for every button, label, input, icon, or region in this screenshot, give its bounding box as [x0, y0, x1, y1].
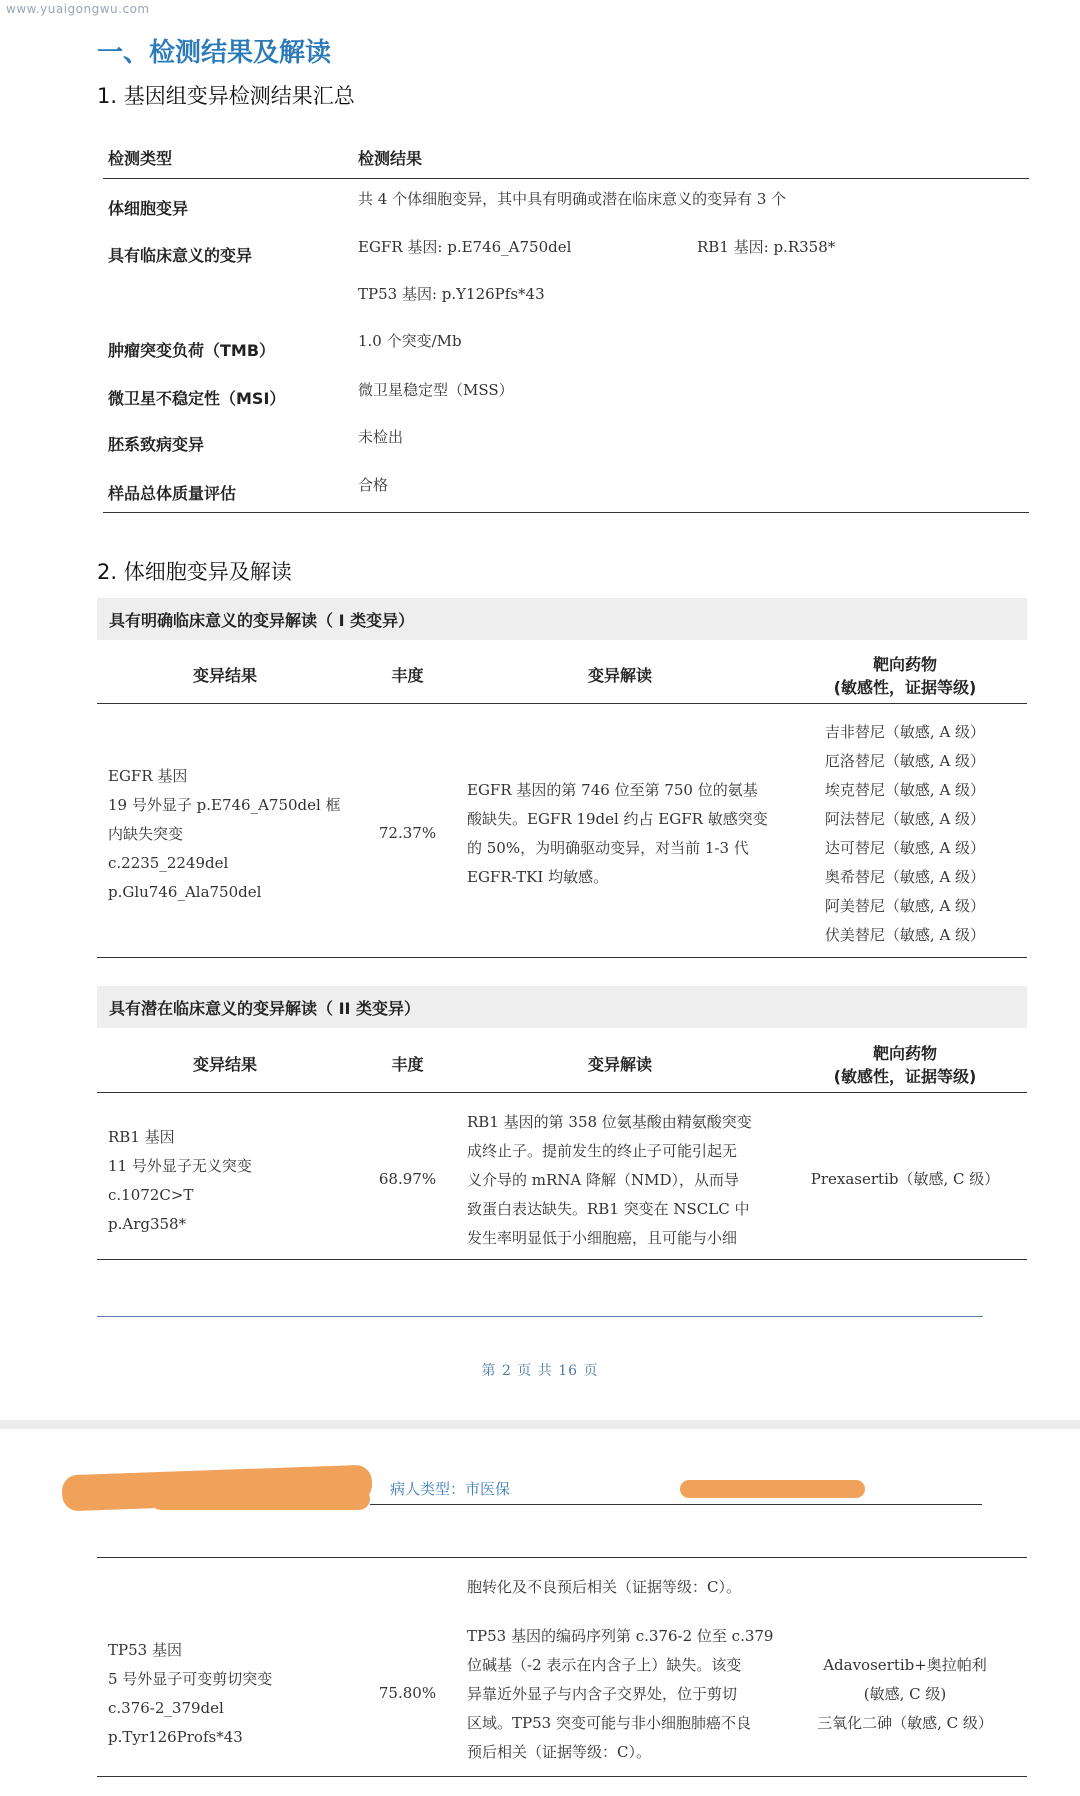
interpretation-line: EGFR-TKI 均敏感。 [467, 868, 609, 886]
drug-item: 吉非替尼（敏感, A 级） [824, 723, 986, 741]
section2-title: 2. 体细胞变异及解读 [97, 560, 292, 584]
table-rule [97, 703, 1027, 704]
variant-line: c.2235_2249del [108, 854, 229, 872]
drug-item: 厄洛替尼（敏感, A 级） [824, 752, 986, 770]
col-header-interpretation: 变异解读 [587, 666, 652, 685]
drug-item: 埃克替尼（敏感, A 级） [824, 781, 986, 799]
variant-line: 19 号外显子 p.E746_A750del 框 [108, 796, 341, 814]
interpretation-line: 位碱基（-2 表示在内含子上）缺失。该变 [467, 1656, 742, 1674]
col-header-abundance: 丰度 [391, 1055, 424, 1074]
header-rule [370, 1504, 982, 1505]
redaction-mark [680, 1480, 865, 1498]
col-header-interpretation: 变异解读 [587, 1055, 652, 1074]
col-header-variant: 变异结果 [192, 666, 257, 685]
variant-line: 11 号外显子无义突变 [108, 1157, 252, 1175]
col-header-drugs-line2: (敏感性，证据等级) [833, 678, 977, 697]
interpretation-line: 义介导的 mRNA 降解（NMD），从而导 [467, 1171, 740, 1189]
rb1-drugs-cell [795, 1165, 1015, 1194]
table-rule [97, 1259, 1027, 1260]
interpretation-line: TP53 基因的编码序列第 c.376-2 位至 c.379 [467, 1627, 774, 1645]
summary-label: 胚系致病变异 [108, 435, 205, 454]
variant-line: c.1072C>T [108, 1186, 194, 1204]
summary-label: 具有临床意义的变异 [108, 246, 253, 265]
variant-line: p.Glu746_Ala750del [108, 883, 262, 901]
summary-value: 微卫星稳定型（MSS） [358, 381, 514, 399]
summary-value: 共 4 个体细胞变异，其中具有明确或潜在临床意义的变异有 3 个 [358, 190, 787, 208]
drug-item: 阿美替尼（敏感, A 级） [824, 897, 986, 915]
drug-item: Adavosertib+奥拉帕利 [823, 1656, 987, 1674]
variant-line: 内缺失突变 [108, 825, 184, 843]
summary-value: 1.0 个突变/Mb [358, 332, 462, 350]
summary-bottom-rule [103, 512, 1029, 513]
rb1-interpretation-cell [467, 1108, 787, 1253]
col-header-drugs [795, 1041, 1015, 1087]
patient-type: 病人类型：市医保 [390, 1480, 511, 1498]
drug-item: 阿法替尼（敏感, A 级） [824, 810, 986, 828]
interpretation-line: 的 50%，为明确驱动变异，对当前 1-3 代 [467, 839, 749, 857]
interpretation-line: 异靠近外显子与内含子交界处，位于剪切 [467, 1685, 738, 1703]
summary-top-rule [103, 178, 1029, 179]
class2-section-bar: 具有潜在临床意义的变异解读（ II 类变异） [97, 986, 1027, 1028]
redaction-mark [150, 1488, 370, 1510]
table-rule [97, 1776, 1027, 1777]
page-number: 第 2 页 共 16 页 [481, 1363, 599, 1379]
section1-title: 1. 基因组变异检测结果汇总 [97, 84, 355, 108]
summary-label: 微卫星不稳定性（MSI） [108, 389, 286, 408]
summary-label: 体细胞变异 [108, 199, 189, 218]
drug-item: 奥希替尼（敏感, A 级） [824, 868, 986, 886]
table-rule [97, 1092, 1027, 1093]
drug-item: (敏感, C 级) [863, 1685, 947, 1703]
summary-value: 未检出 [358, 428, 404, 446]
interpretation-line: 致蛋白表达缺失。RB1 突变在 NSCLC 中 [467, 1200, 750, 1218]
drug-item: 达可替尼（敏感, A 级） [824, 839, 986, 857]
variant-line: p.Tyr126Profs*43 [108, 1728, 243, 1746]
egfr-abundance: 72.37% [378, 824, 437, 842]
tp53-variant-cell [108, 1636, 353, 1752]
tp53-drugs-cell [795, 1651, 1015, 1738]
variant-line: EGFR 基因 [108, 767, 188, 785]
class1-section-bar: 具有明确临床意义的变异解读（ I 类变异） [97, 598, 1027, 640]
variant-line: RB1 基因 [108, 1128, 175, 1146]
egfr-drugs-cell [795, 718, 1015, 950]
watermark: www.yuaigongwu.com [6, 2, 150, 16]
continuation-text: 胞转化及不良预后相关（证据等级：C）。 [467, 1578, 741, 1596]
col-header-drugs-line1: 靶向药物 [872, 1044, 937, 1063]
tp53-interpretation-cell [467, 1622, 787, 1767]
variant-line: TP53 基因 [108, 1641, 182, 1659]
variant-line: c.376-2_379del [108, 1699, 224, 1717]
summary-value: TP53 基因: p.Y126Pfs*43 [358, 285, 545, 303]
summary-header-result: 检测结果 [358, 149, 423, 168]
tp53-abundance: 75.80% [378, 1684, 437, 1702]
page-break [0, 1420, 1080, 1429]
col-header-drugs-line1: 靶向药物 [872, 655, 937, 674]
page-title: 一、检测结果及解读 [97, 38, 332, 68]
summary-value: 合格 [358, 476, 389, 494]
interpretation-line: 成终止子。提前发生的终止子可能引起无 [467, 1142, 738, 1160]
table-rule [97, 957, 1027, 958]
interpretation-line: RB1 基因的第 358 位氨基酸由精氨酸突变 [467, 1113, 752, 1131]
col-header-drugs [795, 652, 1015, 698]
interpretation-line: 预后相关（证据等级：C）。 [467, 1743, 651, 1761]
col-header-drugs-line2: (敏感性，证据等级) [833, 1067, 977, 1086]
interpretation-line: EGFR 基因的第 746 位至第 750 位的氨基 [467, 781, 758, 799]
summary-value: EGFR 基因: p.E746_A750del [358, 238, 572, 256]
rb1-abundance: 68.97% [378, 1170, 437, 1188]
drug-item: 伏美替尼（敏感, A 级） [824, 926, 986, 944]
variant-line: 5 号外显子可变剪切突变 [108, 1670, 273, 1688]
summary-value: RB1 基因: p.R358* [697, 238, 836, 256]
summary-label: 样品总体质量评估 [108, 484, 237, 503]
drug-item: Prexasertib（敏感, C 级） [810, 1170, 1000, 1188]
egfr-interpretation-cell [467, 776, 787, 892]
drug-item: 三氧化二砷（敏感, C 级） [817, 1714, 993, 1732]
footer-rule [97, 1316, 983, 1317]
egfr-variant-cell [108, 762, 353, 907]
interpretation-line: 发生率明显低于小细胞癌，且可能与小细 [467, 1229, 738, 1247]
table-rule [97, 1557, 1027, 1558]
summary-label: 肿瘤突变负荷（TMB） [108, 341, 276, 360]
interpretation-line: 酸缺失。EGFR 19del 约占 EGFR 敏感突变 [467, 810, 768, 828]
summary-header-type: 检测类型 [108, 149, 173, 168]
col-header-abundance: 丰度 [391, 666, 424, 685]
interpretation-line: 区域。TP53 突变可能与非小细胞肺癌不良 [467, 1714, 751, 1732]
variant-line: p.Arg358* [108, 1215, 187, 1233]
col-header-variant: 变异结果 [192, 1055, 257, 1074]
rb1-variant-cell [108, 1123, 353, 1239]
